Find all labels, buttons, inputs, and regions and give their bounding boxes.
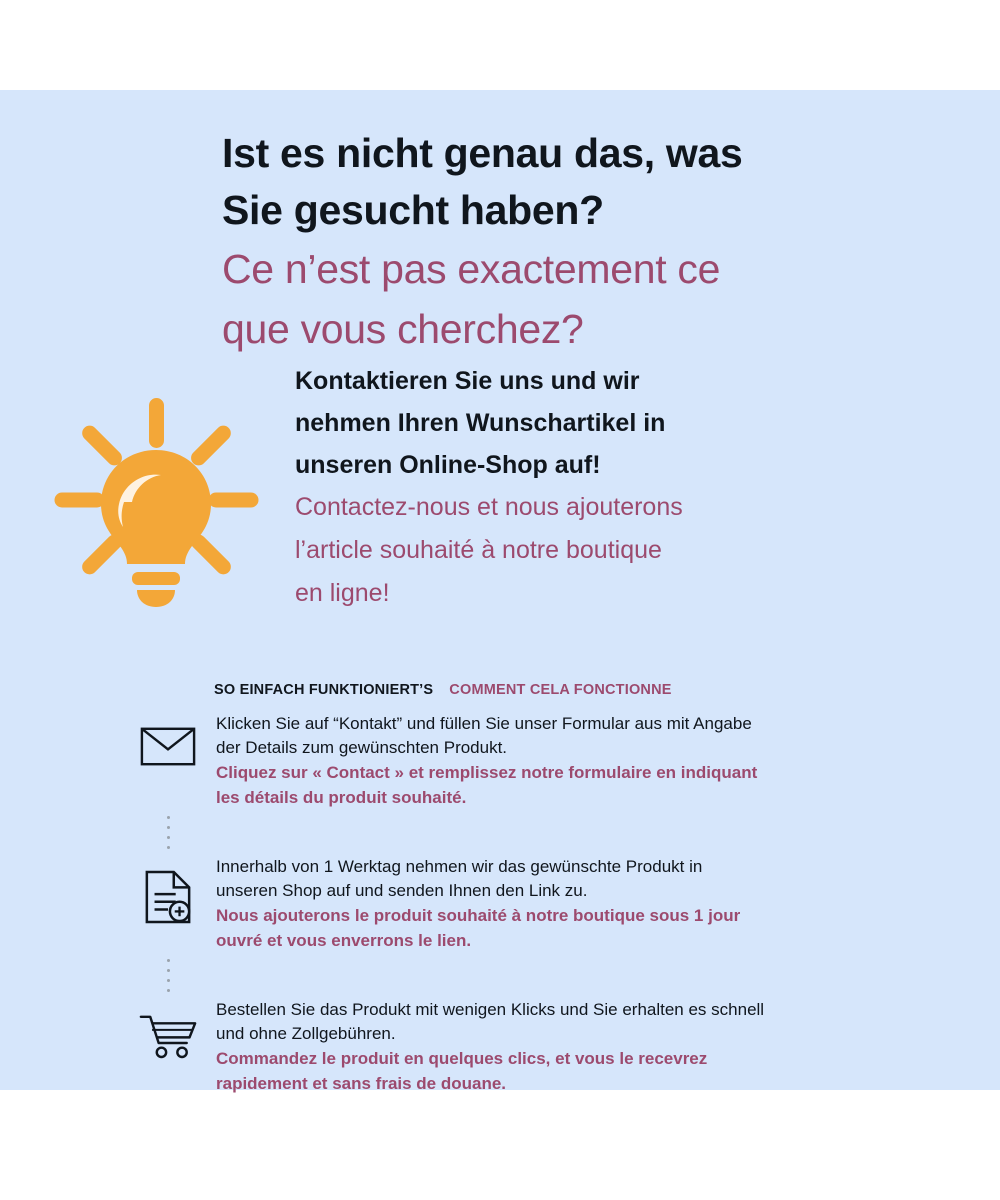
headline-fr-line2: que vous cherchez? (222, 306, 584, 352)
envelope-icon (120, 712, 216, 767)
section-label (214, 682, 672, 698)
step3-de-line2: und ohne Zollgebühren. (216, 1024, 396, 1043)
step-item (120, 712, 960, 810)
shopping-cart-icon (120, 998, 216, 1059)
step1-fr-line1: Cliquez sur « Contact » et remplissez notre formulaire en indiquant (216, 763, 758, 782)
step-text (216, 712, 960, 810)
step-connector (120, 810, 960, 855)
step2-de-line2: unseren Shop auf und senden Ihnen den Link zu. (216, 881, 588, 900)
intro-block (0, 360, 1000, 660)
divider-dot (167, 846, 170, 849)
step2-fr-line1: Nous ajouterons le produit souhaité à notre boutique sous 1 jour (216, 906, 741, 925)
steps-list (120, 712, 960, 1096)
promo-banner (0, 90, 1000, 1093)
intro-fr-line1: Contactez-nous et nous ajouterons (295, 493, 683, 521)
document-add-icon (120, 855, 216, 925)
step-item (120, 998, 960, 1096)
intro-fr-line2: l’article souhaité à notre boutique (295, 536, 662, 564)
headline-fr-line1: Ce n’est pas exactement ce (222, 246, 721, 292)
headline-de-line1: Ist es nicht genau das, was (222, 130, 743, 176)
divider-dot (167, 959, 170, 962)
step2-de-line1: Innerhalb von 1 Werktag nehmen wir das gewünschte Produkt in (216, 857, 703, 876)
divider-dot (167, 836, 170, 839)
section-label-fr: COMMENT CELA FONCTIONNE (449, 682, 672, 698)
dotted-divider (120, 810, 216, 855)
step-item (120, 855, 960, 953)
divider-dot (167, 979, 170, 982)
dotted-divider (120, 953, 216, 998)
intro-de-line1: Kontaktieren Sie uns und wir (295, 367, 640, 395)
divider-dot (167, 989, 170, 992)
step3-de-line1: Bestellen Sie das Produkt mit wenigen Klicks und Sie erhalten es schnell (216, 1000, 765, 1019)
intro-de-line2: nehmen Ihren Wunschartikel in (295, 409, 666, 437)
divider-dot (167, 826, 170, 829)
divider-dot (167, 816, 170, 819)
headline-block (222, 125, 962, 359)
divider-dot (167, 969, 170, 972)
step1-de-line1: Klicken Sie auf “Kontakt” und füllen Sie unser Formular aus mit Angabe (216, 714, 752, 733)
intro-fr-line3: en ligne! (295, 579, 390, 607)
intro-text (295, 360, 935, 615)
step-connector (120, 953, 960, 998)
lightbulb-icon (36, 380, 276, 620)
step-text (216, 998, 960, 1096)
headline-de-line2: Sie gesucht haben? (222, 187, 604, 233)
step3-fr-line1: Commandez le produit en quelques clics, et vous le recevrez (216, 1049, 708, 1068)
step1-fr-line2: les détails du produit souhaité. (216, 788, 467, 807)
step3-fr-line2: rapidement et sans frais de douane. (216, 1074, 507, 1093)
step-text (216, 855, 960, 953)
step2-fr-line2: ouvré et vous enverrons le lien. (216, 931, 472, 950)
step1-de-line2: der Details zum gewünschten Produkt. (216, 738, 508, 757)
intro-de-line3: unseren Online-Shop auf! (295, 451, 601, 479)
section-label-de: SO EINFACH FUNKTIONIERT’S (214, 682, 434, 698)
